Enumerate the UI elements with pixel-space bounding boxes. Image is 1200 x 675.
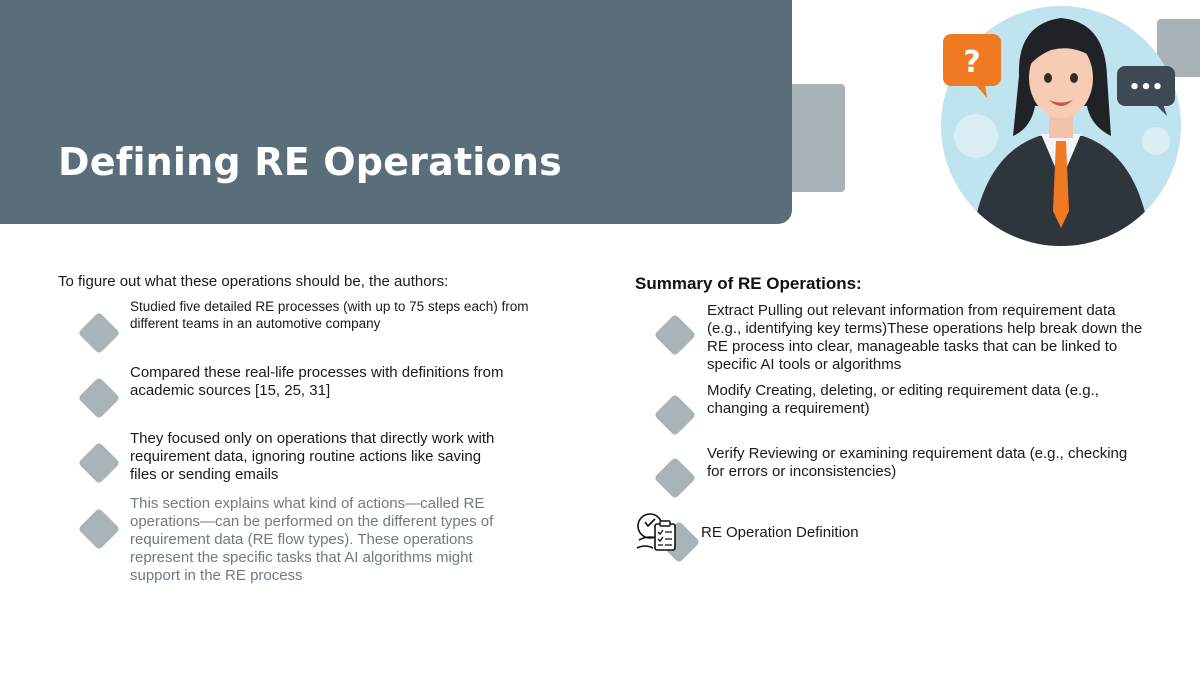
bullet-diamond xyxy=(78,312,120,354)
bullet-diamond xyxy=(78,508,120,550)
intro-text: To figure out what these operations should be, the authors: xyxy=(58,273,449,290)
list-item: Compared these real-life processes with definitions from academic sources [15, 25, 31] xyxy=(130,364,504,399)
definition-label: RE Operation Definition xyxy=(701,524,859,541)
list-item: Studied five detailed RE processes (with up to 75 steps each) from different teams in an automotive company xyxy=(130,299,529,331)
list-item: Modify Creating, deleting, or editing requirement data (e.g., changing a requirement) xyxy=(707,382,1099,417)
svg-text:?: ? xyxy=(963,45,981,80)
bullet-diamond xyxy=(654,394,696,436)
section-heading: Summary of RE Operations: xyxy=(635,274,862,293)
list-item: Verify Reviewing or examining requirement data (e.g., checking for errors or inconsistencies) xyxy=(707,445,1128,480)
decorative-square xyxy=(792,84,845,192)
list-item: This section explains what kind of actions—called RE operations—can be performed on the different types of requirement data (RE flow types). These operations represent the specific tasks that AI algorithms might support in the RE process xyxy=(130,495,494,584)
header-band xyxy=(0,0,792,224)
bullet-diamond xyxy=(78,377,120,419)
bullet-diamond xyxy=(654,457,696,499)
list-item: They focused only on operations that directly work with requirement data, ignoring routine actions like saving files or sending emails xyxy=(130,430,495,483)
bullet-diamond xyxy=(654,314,696,356)
clipboard-checklist-icon xyxy=(635,510,679,554)
avatar xyxy=(941,6,1181,246)
slide-title: Defining RE Operations xyxy=(58,140,562,184)
svg-text:•••: ••• xyxy=(1128,77,1164,98)
list-item: Extract Pulling out relevant information from requirement data (e.g., identifying key terms)These operations help break down the RE process into clear, manageable tasks that can be linked to specific AI tools or algorithms xyxy=(707,302,1143,373)
bullet-diamond xyxy=(78,442,120,484)
